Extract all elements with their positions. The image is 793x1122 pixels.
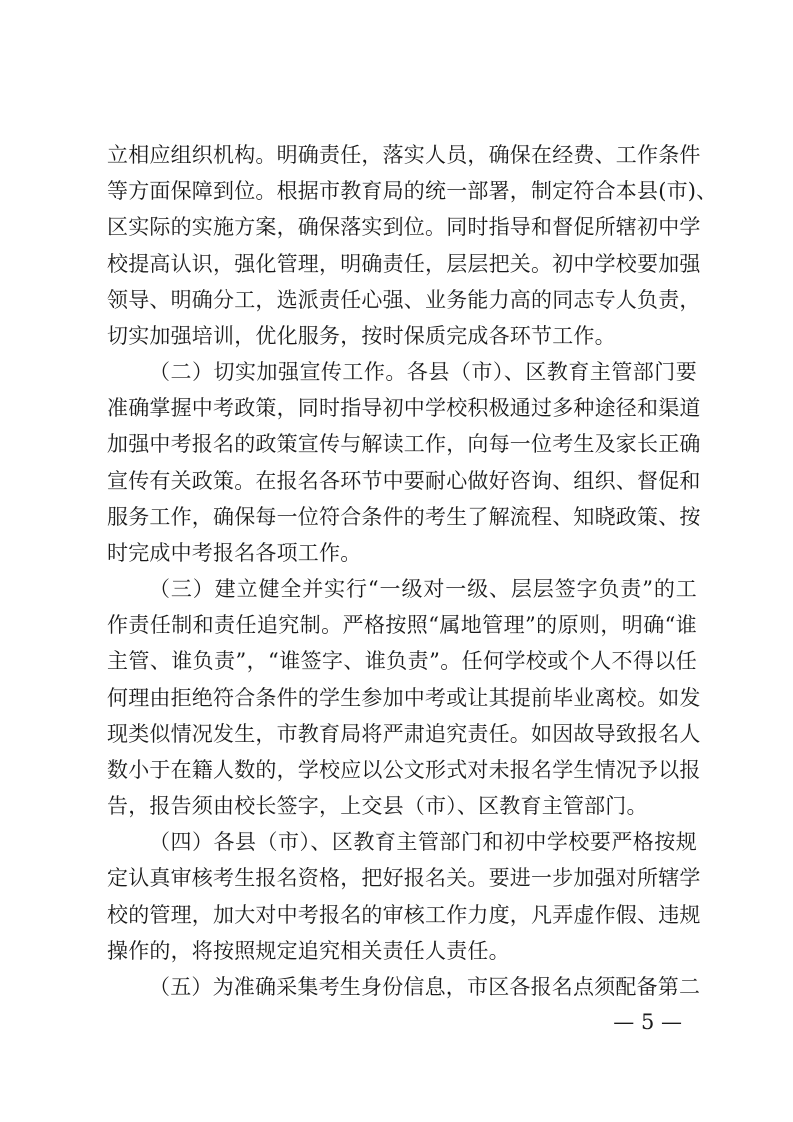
- paragraph-heading-4: （四）各县（市）、区教育主管部门和初中学校要严格按规: [149, 830, 697, 854]
- text-line: 区实际的实施方案，确保落实到位。同时指导和督促所辖初中学: [107, 215, 701, 239]
- text-line: 服务工作，确保每一位符合条件的考生了解流程、知晓政策、按: [107, 505, 701, 529]
- text-line: 主管、谁负责”，“谁签字、谁负责”。任何学校或个人不得以任: [107, 649, 697, 673]
- text-line: 作责任制和责任追究制。严格按照“属地管理”的原则，明确“谁: [107, 613, 697, 637]
- text-line: 现类似情况发生，市教育局将严肃追究责任。如因故导致报名人: [107, 722, 701, 746]
- text-line: 等方面保障到位。根据市教育局的统一部署，制定符合本县(市)、: [107, 179, 718, 203]
- text-line: 加强中考报名的政策宣传与解读工作，向每一位考生及家长正确: [107, 432, 701, 456]
- text-line: 定认真审核考生报名资格，把好报名关。要进一步加强对所辖学: [107, 866, 701, 890]
- text-line: 时完成中考报名各项工作。: [107, 541, 362, 565]
- text-line: 校的管理，加大对中考报名的审核工作力度，凡弄虚作假、违规: [107, 903, 701, 927]
- text-line: 校提高认识，强化管理，明确责任，层层把关。初中学校要加强: [107, 252, 701, 276]
- text-line: 操作的，将按照规定追究相关责任人责任。: [107, 939, 510, 963]
- text-line: 准确掌握中考政策，同时指导初中学校积极通过多种途径和渠道: [107, 396, 701, 420]
- text-line: 宣传有关政策。在报名各环节中要耐心做好咨询、组织、督促和: [107, 469, 701, 493]
- text-line: 领导、明确分工，选派责任心强、业务能力高的同志专人负责，: [107, 288, 701, 312]
- paragraph-heading-3: （三）建立健全并实行“一级对一级、层层签字负责”的工: [149, 577, 697, 601]
- paragraph-heading-2: （二）切实加强宣传工作。各县（市）、区教育主管部门要: [149, 360, 697, 384]
- text-line: 数小于在籍人数的，学校应以公文形式对未报名学生情况予以报: [107, 758, 701, 782]
- paragraph-heading-5: （五）为准确采集考生身份信息，市区各报名点须配备第二: [149, 975, 701, 999]
- text-line: 何理由拒绝符合条件的学生参加中考或让其提前毕业离校。如发: [107, 686, 701, 710]
- text-line: 告，报告须由校长签字，上交县（市）、区教育主管部门。: [107, 794, 648, 818]
- page-number: — 5 —: [613, 1010, 682, 1034]
- text-line: 立相应组织机构。明确责任，落实人员，确保在经费、工作条件: [107, 143, 701, 167]
- text-line: 切实加强培训，优化服务，按时保质完成各环节工作。: [107, 324, 616, 348]
